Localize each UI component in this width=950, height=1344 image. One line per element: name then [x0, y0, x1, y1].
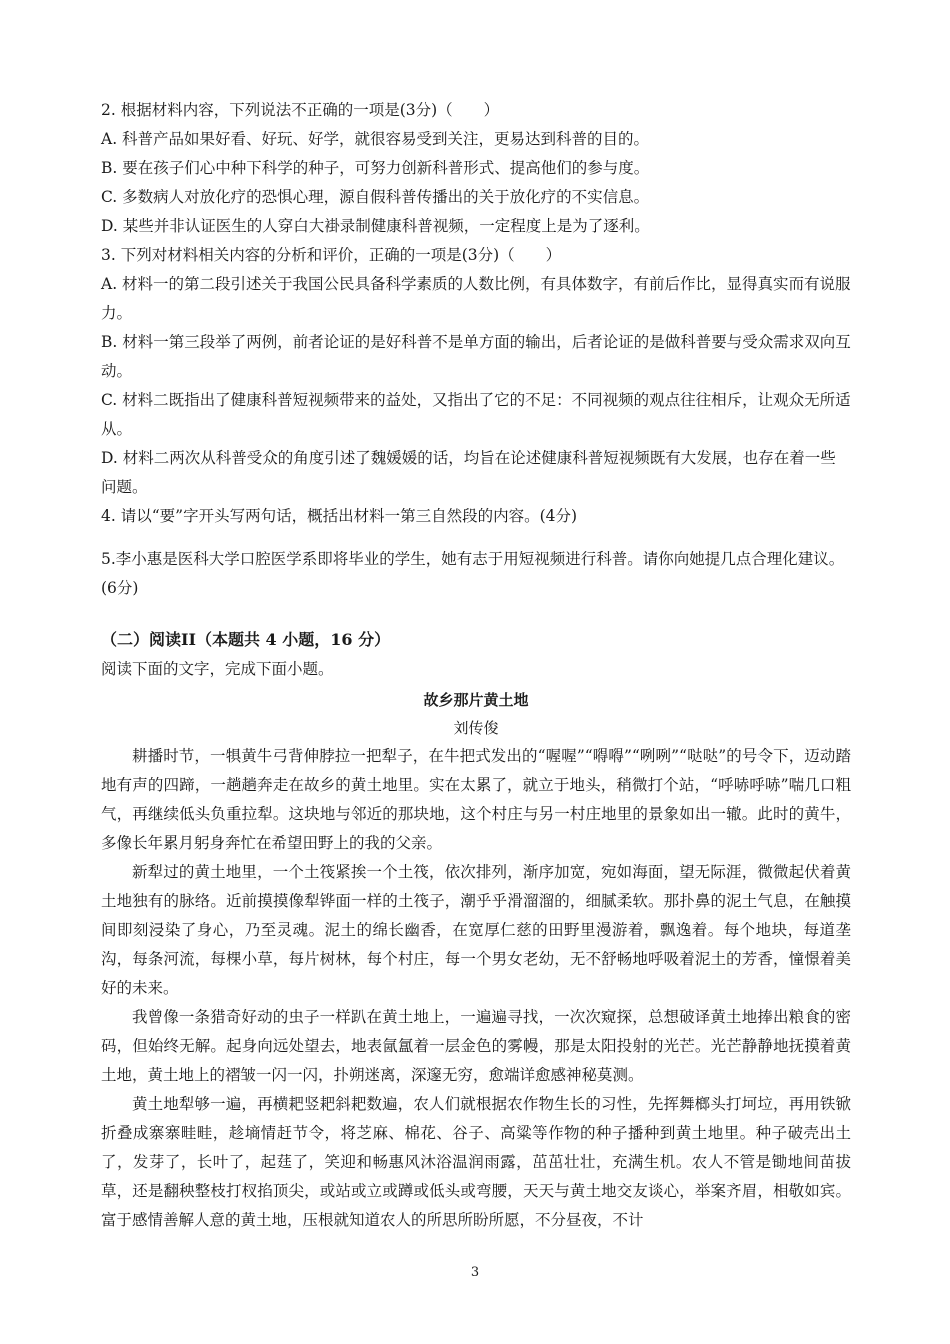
passage-paragraph-3: 我曾像一条猎奇好动的虫子一样趴在黄土地上，一遍遍寻找，一次次窥探，总想破译黄土地捧出粮食的密码，但始终无解。起身向远处望去，地表氤氲着一层金色的雾幔，那是太阳投射的光芒。光芒静静地抚摸着黄土地，黄土地上的褶皱一闪一闪，扑朔迷离，深邃无穷，愈端详愈感神秘莫测。 — [101, 1008, 851, 1084]
q4-question: 4. 请以“要”字开头写两句话，概括出材料一第三自然段的内容。(4分) — [101, 507, 578, 525]
passage-paragraph-4: 黄土地犁够一遍，再横耙竖耙斜耙数遍，农人们就根据农作物生长的习性，先挥舞榔头打坷垃，再用铁锨折叠成寨寨畦畦，趁墒情赶节令，将芝麻、棉花、谷子、高粱等作物的种子播种到黄土地里。种子破壳出土了，发芽了，长叶了，起莛了，笑迎和畅惠风沐浴温润雨露，茁茁壮壮，充满生机。农人不管是锄地间苗拔草，还是翻秧整枝打杈掐顶尖，或站或立或蹲或低头或弯腰，天天与黄土地交友谈心，举案齐眉，相敬如宾。富于感情善解人意的黄土地，压根就知道农人的所思所盼所愿，不分昼夜，不计 — [101, 1095, 851, 1229]
q2-option-d: D. 某些并非认证医生的人穿白大褂录制健康科普视频，一定程度上是为了逐利。 — [101, 217, 650, 235]
exam-page — [101, 96, 851, 1235]
q5-question: 5.李小惠是医科大学口腔医学系即将毕业的学生，她有志于用短视频进行科普。请你向她提几点合理化建议。(6分) — [101, 550, 845, 597]
q3-option-b: B. 材料一第三段举了两例，前者论证的是好科普不是单方面的输出，后者论证的是做科普要与受众需求双向互动。 — [101, 333, 851, 380]
section-heading: （二）阅读II（本题共 4 小题，16 分） — [101, 630, 391, 649]
passage-paragraph-1: 耕播时节，一犋黄牛弓背伸脖拉一把犁子，在牛把式发出的“喔喔”“嘚嘚”“咧咧”“哒哒”的号令下，迈动踏地有声的四蹄，一趟趟奔走在故乡的黄土地里。实在太累了，就立于地头，稍微打个站，“呼哧呼哧”喘几口粗气，再继续低头负重拉犁。这块地与邻近的那块地，这个村庄与另一村庄地里的景象如出一辙。此时的黄牛，多像长年累月躬身奔忙在希望田野上的我的父亲。 — [101, 747, 851, 852]
q3-option-d: D. 材料二两次从科普受众的角度引述了魏媛媛的话，均旨在论述健康科普短视频既有大发展，也存在着一些问题。 — [101, 449, 836, 496]
q3-option-a: A. 材料一的第二段引述关于我国公民具备科学素质的人数比例，有具体数字，有前后作比，显得真实而有说服力。 — [101, 275, 851, 322]
q2-stem: 2. 根据材料内容，下列说法不正确的一项是(3分)（ ） — [101, 101, 500, 119]
passage-paragraph-2: 新犁过的黄土地里，一个土筏紧挨一个土筏，依次排列，渐序加宽，宛如海面，望无际涯，微微起伏着黄土地独有的脉络。近前摸摸像犁铧面一样的土筏子，潮乎乎滑溜溜的，细腻柔软。那扑鼻的泥土气息，在触摸间即刻浸染了身心，乃至灵魂。泥土的绵长幽香，在宽厚仁慈的田野里漫游着，飘逸着。每个地块，每道垄沟，每条河流，每棵小草，每片树林，每个村庄，每一个男女老幼，无不舒畅地呼吸着泥土的芳香，憧憬着美好的未来。 — [101, 863, 851, 997]
passage-title: 故乡那片黄土地 — [423, 691, 529, 709]
page-number: 3 — [470, 1265, 480, 1280]
q3-option-c: C. 材料二既指出了健康科普短视频带来的益处，又指出了它的不足：不同视频的观点往往相斥，让观众无所适从。 — [101, 391, 851, 438]
q2-option-c: C. 多数病人对放化疗的恐惧心理，源自假科普传播出的关于放化疗的不实信息。 — [101, 188, 650, 206]
section-instruction: 阅读下面的文字，完成下面小题。 — [101, 660, 334, 678]
q2-option-b: B. 要在孩子们心中种下科学的种子，可努力创新科普形式、提高他们的参与度。 — [101, 159, 650, 177]
q3-stem: 3. 下列对材料相关内容的分析和评价，正确的一项是(3分)（ ） — [101, 246, 562, 264]
q2-option-a: A. 科普产品如果好看、好玩、好学，就很容易受到关注，更易达到科普的目的。 — [101, 130, 650, 148]
answer-space — [101, 531, 851, 545]
passage-author: 刘传俊 — [453, 719, 499, 737]
